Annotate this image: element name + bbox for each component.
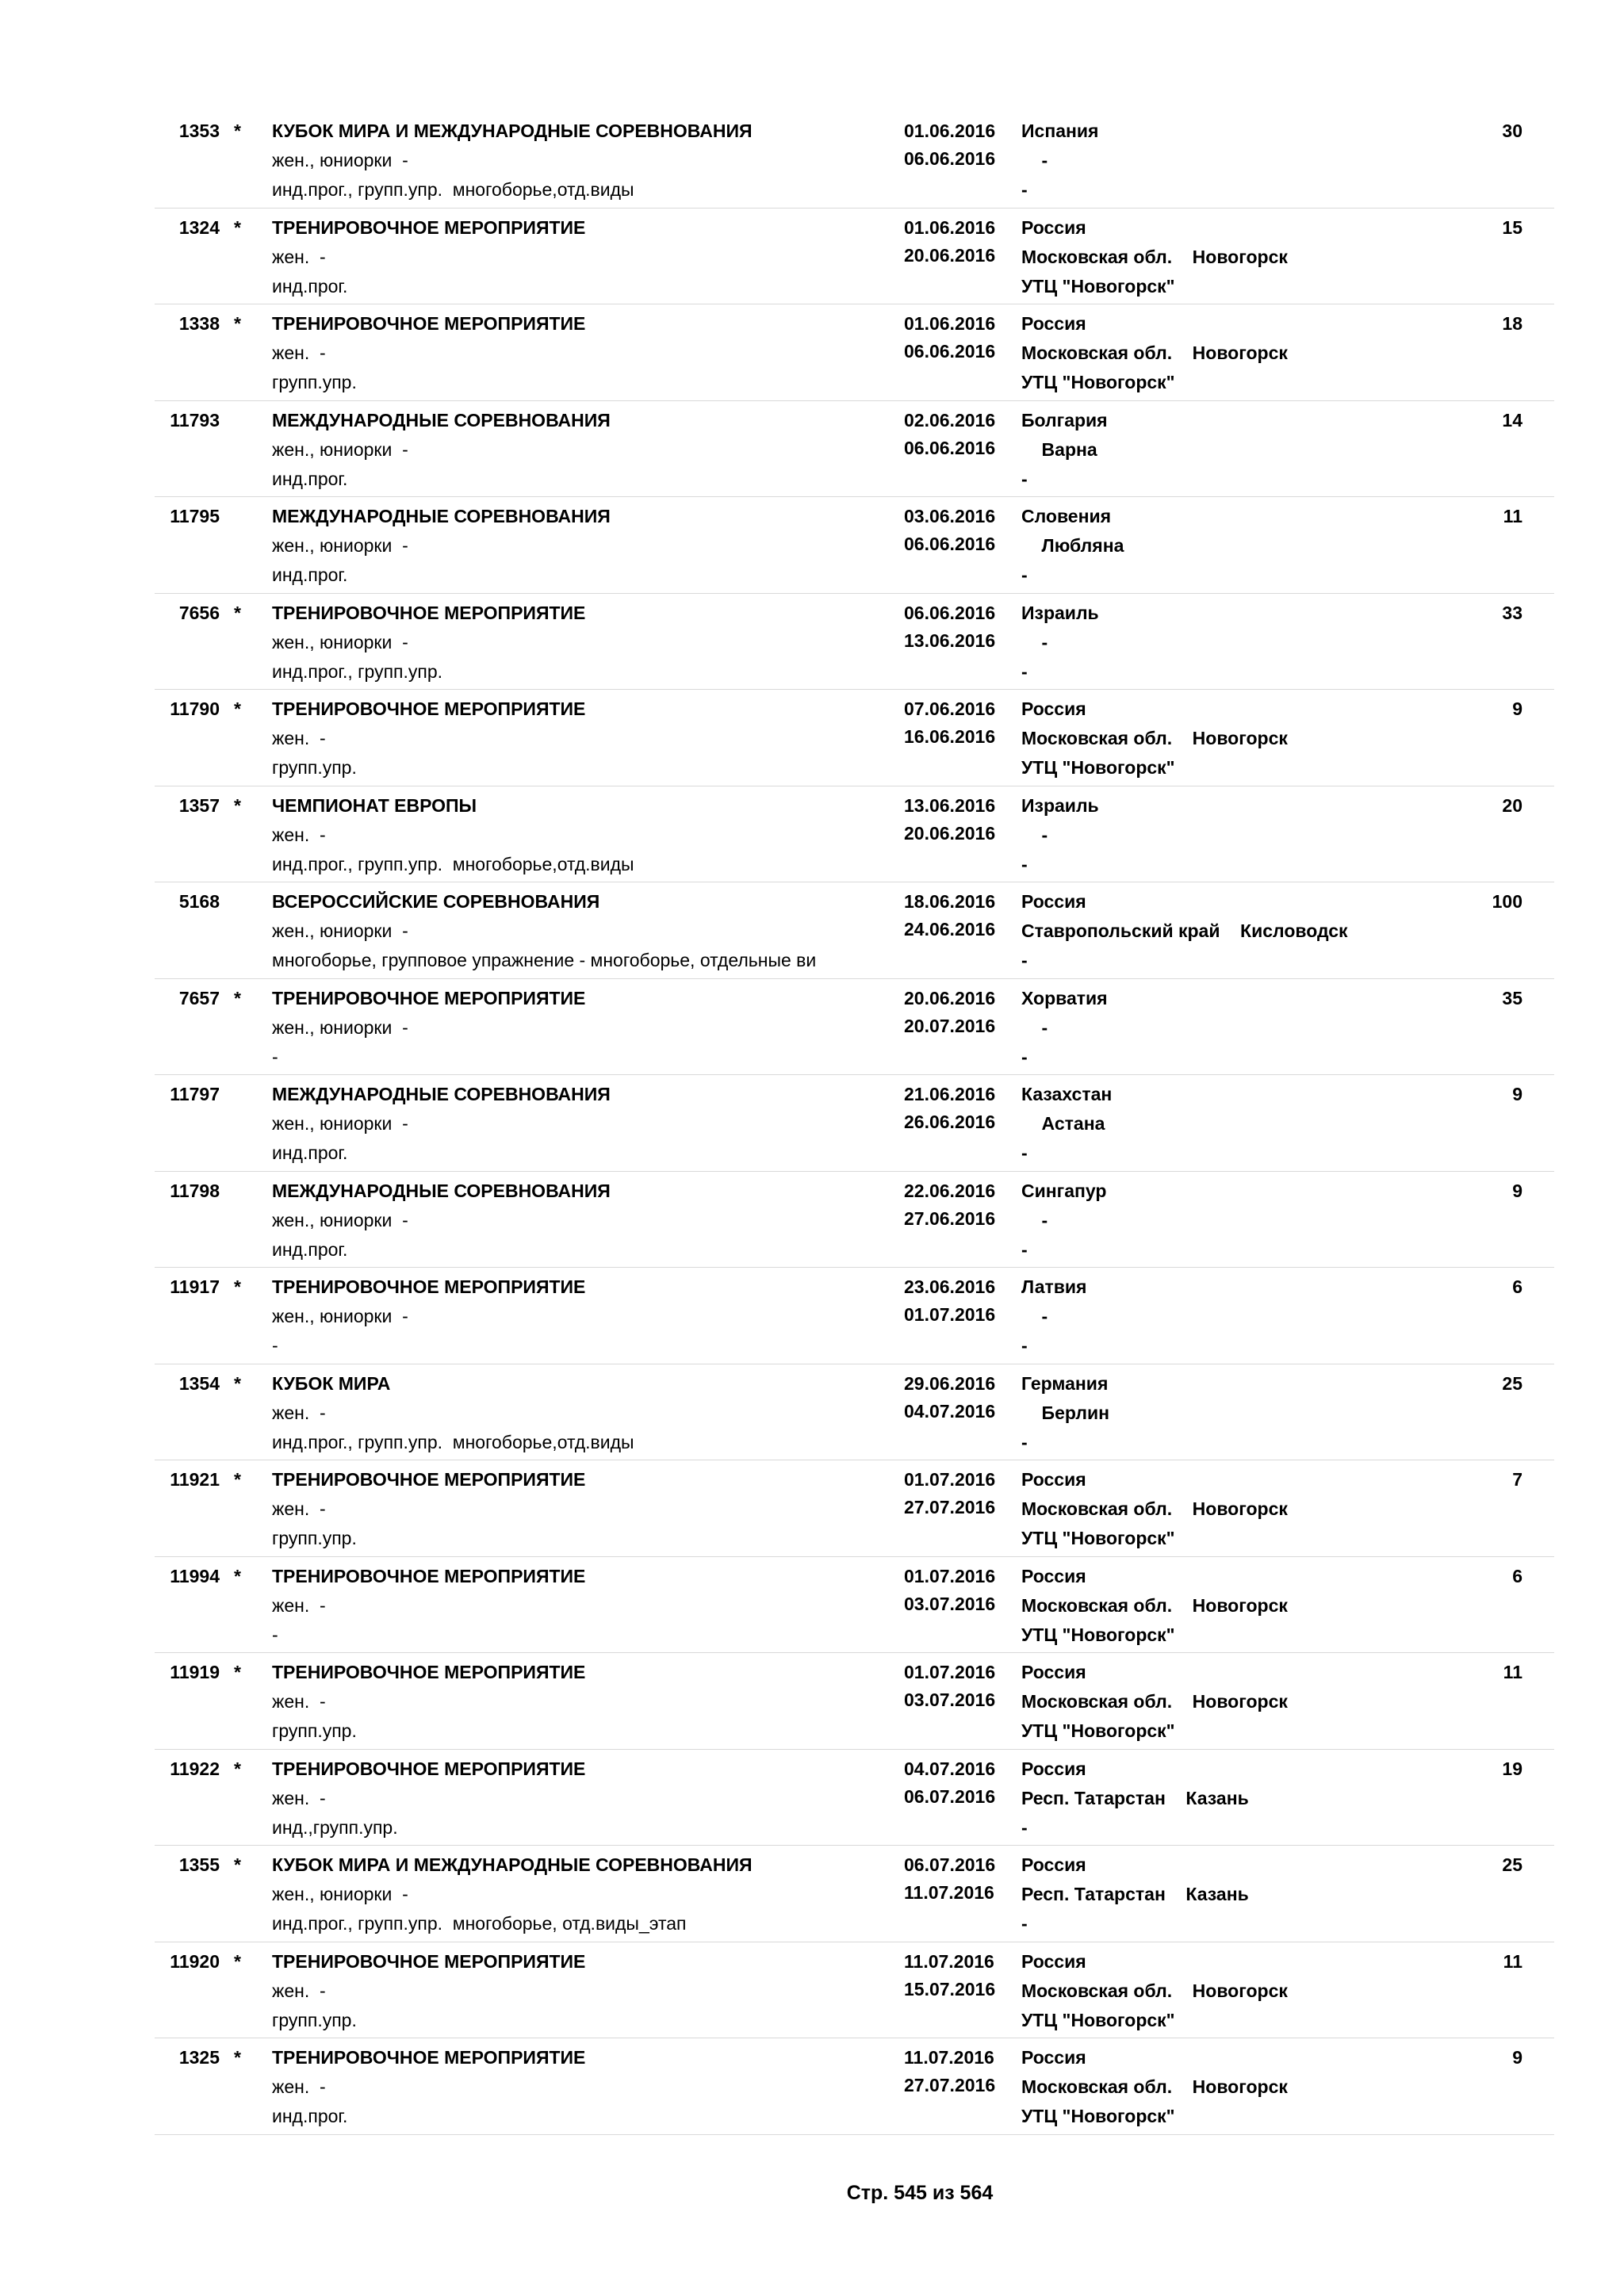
- event-title: МЕЖДУНАРОДНЫЕ СОРЕВНОВАНИЯ: [272, 1180, 611, 1201]
- table-row: [155, 1557, 1554, 1654]
- start-date: 21.06.2016: [904, 1084, 996, 1104]
- event-category: жен., юниорки -: [272, 631, 408, 652]
- participant-count: 11: [1503, 1950, 1522, 1972]
- start-date: 03.06.2016: [904, 506, 996, 526]
- event-title: ТРЕНИРОВОЧНОЕ МЕРОПРИЯТИЕ: [272, 698, 586, 719]
- event-id: 11921: [170, 1469, 220, 1490]
- table-row: [155, 690, 1554, 786]
- star-marker: *: [234, 698, 241, 719]
- event-program: -: [272, 1335, 278, 1356]
- end-date: 04.07.2016: [904, 1400, 996, 1422]
- location-region-city: Московская обл. Новогорск: [1021, 1691, 1288, 1712]
- event-id: 11994: [170, 1565, 220, 1586]
- location-country: Россия: [1021, 216, 1086, 238]
- location-region-city: Московская обл. Новогорск: [1021, 728, 1288, 748]
- start-date: 23.06.2016: [904, 1276, 996, 1297]
- participant-count: 9: [1512, 2047, 1522, 2068]
- event-category: жен. -: [272, 1402, 326, 1423]
- event-title: КУБОК МИРА И МЕЖДУНАРОДНЫЕ СОРЕВНОВАНИЯ: [272, 121, 753, 141]
- star-marker: *: [234, 1662, 241, 1682]
- table-row: [155, 497, 1554, 594]
- event-title: МЕЖДУНАРОДНЫЕ СОРЕВНОВАНИЯ: [272, 1084, 611, 1104]
- event-category: жен., юниорки -: [272, 1884, 408, 1904]
- event-id: 11790: [170, 698, 220, 719]
- event-program: инд.прог.: [272, 2106, 348, 2126]
- participant-count: 6: [1512, 1276, 1522, 1297]
- participant-count: 14: [1502, 409, 1522, 430]
- event-title: ТРЕНИРОВОЧНОЕ МЕРОПРИЯТИЕ: [272, 987, 586, 1008]
- star-marker: *: [234, 1565, 241, 1586]
- participant-count: 25: [1502, 1854, 1522, 1875]
- table-row: [155, 209, 1554, 305]
- star-marker: *: [234, 313, 241, 334]
- event-program: групп.упр.: [272, 372, 357, 392]
- location-venue: -: [1021, 1431, 1028, 1452]
- location-country: Хорватия: [1021, 987, 1108, 1008]
- event-category: жен., юниорки -: [272, 1209, 408, 1230]
- event-title: ТРЕНИРОВОЧНОЕ МЕРОПРИЯТИЕ: [272, 602, 586, 623]
- end-date: 27.07.2016: [904, 2075, 996, 2095]
- table-row: [155, 1364, 1554, 1461]
- start-date: 13.06.2016: [904, 794, 996, 816]
- event-title: ТРЕНИРОВОЧНОЕ МЕРОПРИЯТИЕ: [272, 1565, 586, 1586]
- location-region-city: Респ. Татарстан Казань: [1021, 1787, 1249, 1808]
- event-program: инд.прог., групп.упр.: [272, 660, 443, 682]
- event-id: 11920: [170, 1950, 220, 1972]
- location-region-city: Ставропольский край Кисловодск: [1021, 920, 1348, 941]
- end-date: 03.07.2016: [904, 1689, 996, 1710]
- event-program: -: [272, 1624, 278, 1645]
- event-category: жен., юниорки -: [272, 438, 408, 460]
- start-date: 06.06.2016: [904, 602, 996, 623]
- location-venue: -: [1021, 853, 1028, 874]
- location-region-city: Респ. Татарстан Казань: [1021, 1884, 1249, 1904]
- start-date: 11.07.2016: [904, 1950, 994, 1972]
- end-date: 27.07.2016: [904, 1497, 996, 1517]
- location-region-city: Варна: [1021, 438, 1097, 460]
- event-id: 1324: [178, 216, 220, 238]
- table-row: [155, 1750, 1554, 1846]
- end-date: 15.07.2016: [904, 1978, 996, 1999]
- start-date: 04.07.2016: [904, 1758, 996, 1779]
- start-date: 01.07.2016: [904, 1469, 996, 1490]
- participant-count: 11: [1503, 1662, 1522, 1682]
- location-venue: -: [1021, 1238, 1028, 1260]
- end-date: 24.06.2016: [904, 919, 996, 939]
- event-program: инд.прог.: [272, 564, 348, 585]
- location-country: Россия: [1021, 313, 1086, 334]
- location-venue: -: [1021, 1142, 1028, 1163]
- location-venue: УТЦ "Новогорск": [1021, 2106, 1175, 2126]
- event-id: 7656: [178, 602, 220, 623]
- location-country: Россия: [1021, 1469, 1086, 1490]
- location-venue: -: [1021, 468, 1028, 489]
- location-region-city: -: [1021, 824, 1048, 845]
- event-title: КУБОК МИРА: [272, 1372, 391, 1394]
- participant-count: 19: [1502, 1758, 1522, 1779]
- event-id: 1338: [178, 313, 220, 334]
- event-program: инд.прог.: [272, 1238, 348, 1260]
- event-title: ЧЕМПИОНАТ ЕВРОПЫ: [272, 794, 477, 816]
- event-program: инд.прог., групп.упр. многоборье, отд.виды_этап: [272, 1913, 687, 1934]
- event-id: 7657: [178, 987, 220, 1008]
- start-date: 01.06.2016: [904, 121, 996, 141]
- location-country: Израиль: [1021, 602, 1099, 623]
- event-program: инд.,групп.упр.: [272, 1816, 398, 1838]
- page-footer: Стр. 545 из 564: [846, 2182, 994, 2204]
- location-region-city: Московская обл. Новогорск: [1021, 246, 1288, 267]
- location-region-city: -: [1021, 1016, 1048, 1038]
- events-table: [155, 112, 1554, 2135]
- end-date: 06.06.2016: [904, 341, 996, 362]
- event-id: 1353: [178, 121, 220, 141]
- location-country: Словения: [1021, 506, 1112, 526]
- event-category: жен. -: [272, 1691, 326, 1712]
- end-date: 13.06.2016: [904, 629, 996, 651]
- location-region-city: Московская обл. Новогорск: [1021, 1594, 1288, 1616]
- end-date: 03.07.2016: [904, 1593, 996, 1614]
- location-country: Россия: [1021, 2047, 1086, 2068]
- end-date: 06.07.2016: [904, 1785, 996, 1807]
- event-program: групп.упр.: [272, 1528, 357, 1548]
- table-row: [155, 786, 1554, 883]
- event-category: жен., юниорки -: [272, 1113, 408, 1134]
- event-title: ТРЕНИРОВОЧНОЕ МЕРОПРИЯТИЕ: [272, 216, 586, 238]
- star-marker: *: [234, 216, 241, 238]
- location-region-city: -: [1021, 1209, 1048, 1230]
- event-program: инд.прог.: [272, 275, 348, 297]
- table-row: [155, 304, 1554, 401]
- event-id: 11798: [170, 1180, 220, 1201]
- event-category: жен. -: [272, 1787, 326, 1808]
- start-date: 18.06.2016: [904, 891, 996, 912]
- event-title: ТРЕНИРОВОЧНОЕ МЕРОПРИЯТИЕ: [272, 1758, 586, 1779]
- start-date: 29.06.2016: [904, 1372, 996, 1394]
- star-marker: *: [234, 602, 241, 623]
- location-venue: УТЦ "Новогорск": [1021, 2009, 1175, 2030]
- table-row: [155, 401, 1554, 498]
- end-date: 20.06.2016: [904, 244, 996, 266]
- location-country: Испания: [1021, 121, 1099, 141]
- event-category: жен. -: [272, 2076, 326, 2097]
- star-marker: *: [234, 1854, 241, 1875]
- participant-count: 6: [1512, 1565, 1522, 1586]
- event-category: жен. -: [272, 728, 326, 748]
- participant-count: 15: [1502, 216, 1522, 238]
- star-marker: *: [234, 1950, 241, 1972]
- location-country: Германия: [1021, 1372, 1109, 1394]
- table-row: [155, 979, 1554, 1076]
- location-country: Россия: [1021, 698, 1086, 719]
- location-region-city: Астана: [1021, 1113, 1105, 1134]
- start-date: 06.07.2016: [904, 1854, 996, 1875]
- location-country: Казахстан: [1021, 1084, 1113, 1104]
- location-region-city: Берлин: [1021, 1402, 1110, 1423]
- event-category: жен., юниорки -: [272, 1306, 408, 1326]
- event-category: жен. -: [272, 246, 326, 267]
- event-program: инд.прог., групп.упр. многоборье,отд.виды: [272, 853, 634, 874]
- end-date: 20.07.2016: [904, 1015, 996, 1036]
- participant-count: 25: [1502, 1372, 1522, 1394]
- event-program: инд.прог., групп.упр. многоборье,отд.виды: [272, 1431, 634, 1452]
- start-date: 01.06.2016: [904, 313, 996, 334]
- star-marker: *: [234, 1758, 241, 1779]
- start-date: 01.07.2016: [904, 1565, 996, 1586]
- end-date: 01.07.2016: [904, 1304, 996, 1325]
- participant-count: 100: [1492, 891, 1522, 912]
- event-program: инд.прог.: [272, 1142, 348, 1163]
- event-id: 1354: [178, 1372, 220, 1394]
- end-date: 20.06.2016: [904, 822, 996, 844]
- location-region-city: Московская обл. Новогорск: [1021, 342, 1288, 363]
- star-marker: *: [234, 794, 241, 816]
- event-id: 11795: [170, 506, 220, 526]
- table-row: [155, 882, 1554, 979]
- star-marker: *: [234, 1372, 241, 1394]
- table-row: [155, 1653, 1554, 1750]
- event-program: инд.прог.: [272, 468, 348, 489]
- participant-count: 9: [1512, 1180, 1522, 1201]
- location-country: Россия: [1021, 891, 1086, 912]
- event-program: многоборье, групповое упражнение - многоборье, отдельные ви: [272, 950, 817, 970]
- event-program: групп.упр.: [272, 757, 357, 778]
- location-country: Латвия: [1021, 1276, 1087, 1297]
- table-row: [155, 2038, 1554, 2135]
- event-title: МЕЖДУНАРОДНЫЕ СОРЕВНОВАНИЯ: [272, 506, 611, 526]
- star-marker: *: [234, 987, 241, 1008]
- event-title: ТРЕНИРОВОЧНОЕ МЕРОПРИЯТИЕ: [272, 1276, 586, 1297]
- event-title: ТРЕНИРОВОЧНОЕ МЕРОПРИЯТИЕ: [272, 2047, 586, 2068]
- start-date: 22.06.2016: [904, 1180, 996, 1201]
- start-date: 01.07.2016: [904, 1662, 996, 1682]
- end-date: 26.06.2016: [904, 1112, 996, 1132]
- location-venue: УТЦ "Новогорск": [1021, 275, 1175, 297]
- participant-count: 18: [1502, 313, 1522, 334]
- participant-count: 30: [1502, 121, 1522, 141]
- event-id: 5168: [178, 891, 220, 912]
- location-venue: УТЦ "Новогорск": [1021, 1720, 1175, 1741]
- start-date: 11.07.2016: [904, 2047, 994, 2068]
- event-category: жен. -: [272, 1594, 326, 1616]
- event-category: жен., юниорки -: [272, 1016, 408, 1038]
- event-id: 11922: [170, 1758, 220, 1779]
- table-row: [155, 112, 1554, 209]
- participant-count: 11: [1503, 506, 1522, 526]
- event-category: жен. -: [272, 1980, 326, 2001]
- event-category: жен. -: [272, 1498, 326, 1519]
- start-date: 20.06.2016: [904, 987, 996, 1008]
- event-category: жен., юниорки -: [272, 150, 408, 170]
- event-id: 11797: [170, 1084, 220, 1104]
- end-date: 06.06.2016: [904, 534, 996, 554]
- location-region-city: -: [1021, 150, 1048, 170]
- table-row: [155, 594, 1554, 691]
- start-date: 02.06.2016: [904, 409, 996, 430]
- location-venue: -: [1021, 179, 1028, 200]
- event-title: ТРЕНИРОВОЧНОЕ МЕРОПРИЯТИЕ: [272, 1662, 586, 1682]
- location-country: Россия: [1021, 1854, 1086, 1875]
- location-venue: -: [1021, 1046, 1028, 1067]
- location-country: Россия: [1021, 1950, 1086, 1972]
- location-country: Израиль: [1021, 794, 1099, 816]
- end-date: 06.06.2016: [904, 148, 996, 169]
- location-region-city: Любляна: [1021, 535, 1124, 556]
- location-venue: -: [1021, 950, 1028, 970]
- end-date: 27.06.2016: [904, 1207, 996, 1229]
- participant-count: 20: [1502, 794, 1522, 816]
- location-venue: УТЦ "Новогорск": [1021, 1528, 1175, 1548]
- location-region-city: -: [1021, 1306, 1048, 1326]
- location-country: Сингапур: [1021, 1180, 1107, 1201]
- location-country: Россия: [1021, 1758, 1086, 1779]
- event-program: групп.упр.: [272, 1720, 357, 1741]
- event-program: -: [272, 1046, 278, 1067]
- end-date: 16.06.2016: [904, 726, 996, 747]
- location-venue: УТЦ "Новогорск": [1021, 757, 1175, 778]
- event-id: 11793: [170, 409, 220, 430]
- star-marker: *: [234, 1276, 241, 1297]
- end-date: 11.07.2016: [904, 1882, 994, 1903]
- event-id: 11917: [170, 1276, 220, 1297]
- event-category: жен. -: [272, 824, 326, 845]
- event-title: КУБОК МИРА И МЕЖДУНАРОДНЫЕ СОРЕВНОВАНИЯ: [272, 1854, 753, 1875]
- star-marker: *: [234, 2047, 241, 2068]
- participant-count: 33: [1502, 602, 1522, 623]
- location-region-city: Московская обл. Новогорск: [1021, 2076, 1288, 2097]
- location-venue: -: [1021, 564, 1028, 585]
- event-title: МЕЖДУНАРОДНЫЕ СОРЕВНОВАНИЯ: [272, 409, 611, 430]
- location-venue: -: [1021, 660, 1028, 682]
- table-row: [155, 1075, 1554, 1172]
- location-country: Россия: [1021, 1662, 1086, 1682]
- location-venue: -: [1021, 1913, 1028, 1934]
- event-category: жен., юниорки -: [272, 920, 408, 941]
- location-venue: -: [1021, 1335, 1028, 1356]
- event-id: 1325: [178, 2047, 220, 2068]
- start-date: 07.06.2016: [904, 698, 996, 719]
- star-marker: *: [234, 1469, 241, 1490]
- end-date: 06.06.2016: [904, 437, 996, 458]
- event-title: ТРЕНИРОВОЧНОЕ МЕРОПРИЯТИЕ: [272, 1950, 586, 1972]
- location-region-city: -: [1021, 631, 1048, 652]
- event-id: 1355: [178, 1854, 220, 1875]
- event-title: ВСЕРОССИЙСКИЕ СОРЕВНОВАНИЯ: [272, 891, 600, 912]
- event-title: ТРЕНИРОВОЧНОЕ МЕРОПРИЯТИЕ: [272, 1469, 586, 1490]
- location-venue: УТЦ "Новогорск": [1021, 1624, 1175, 1645]
- table-row: [155, 1846, 1554, 1942]
- event-program: групп.упр.: [272, 2009, 357, 2030]
- location-venue: УТЦ "Новогорск": [1021, 372, 1175, 392]
- event-category: жен. -: [272, 342, 326, 363]
- location-country: Болгария: [1021, 409, 1108, 430]
- location-region-city: Московская обл. Новогорск: [1021, 1498, 1288, 1519]
- star-marker: *: [234, 121, 241, 141]
- event-category: жен., юниорки -: [272, 535, 408, 556]
- event-title: ТРЕНИРОВОЧНОЕ МЕРОПРИЯТИЕ: [272, 313, 586, 334]
- event-program: инд.прог., групп.упр. многоборье,отд.виды: [272, 179, 634, 200]
- table-row: [155, 1268, 1554, 1364]
- location-country: Россия: [1021, 1565, 1086, 1586]
- location-venue: -: [1021, 1816, 1028, 1838]
- location-region-city: Московская обл. Новогорск: [1021, 1980, 1288, 2001]
- start-date: 01.06.2016: [904, 216, 996, 238]
- participant-count: 7: [1512, 1469, 1522, 1490]
- participant-count: 35: [1502, 987, 1522, 1008]
- table-row: [155, 1942, 1554, 2039]
- event-id: 11919: [170, 1662, 220, 1682]
- participant-count: 9: [1512, 1084, 1522, 1104]
- event-id: 1357: [178, 794, 220, 816]
- table-row: [155, 1172, 1554, 1269]
- table-row: [155, 1460, 1554, 1557]
- participant-count: 9: [1512, 698, 1522, 719]
